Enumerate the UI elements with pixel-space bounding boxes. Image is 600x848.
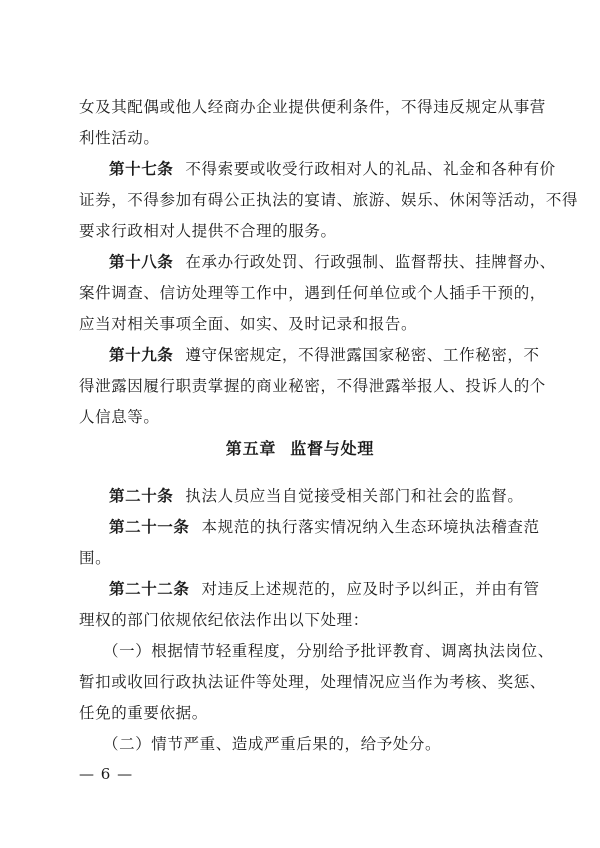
paragraph-line: 案件调查、信访处理等工作中，遇到任何单位或个人插手干预的， — [79, 284, 546, 302]
paragraph-line: 应当对相关事项全面、如实、及时记录和报告。 — [79, 315, 418, 333]
article-18-first-line — [109, 252, 556, 272]
chapter-title: 监督与处理 — [290, 439, 375, 458]
chapter-heading — [0, 439, 600, 459]
article-20-first-line — [109, 486, 524, 506]
article-22-heading: 第二十二条 — [109, 579, 190, 598]
article-17-text: 不得索要或收受行政相对人的礼品、礼金和各种有价 — [185, 160, 556, 178]
paragraph-line: 女及其配偶或他人经商办企业提供便利条件，不得违反规定从事营 — [79, 98, 546, 116]
article-22-text: 对违反上述规范的，应及时予以纠正，并由有管 — [201, 580, 540, 598]
paragraph-line: 利性活动。 — [79, 129, 160, 147]
article-22-first-line — [109, 579, 540, 599]
paragraph-line: 证券，不得参加有碍公正执法的宴请、旅游、娱乐、休闲等活动，不得 — [79, 191, 579, 209]
article-19-text: 遵守保密规定，不得泄露国家秘密、工作秘密，不 — [185, 346, 540, 364]
paragraph-line: 得泄露因履行职责掌握的商业秘密，不得泄露举报人、投诉人的个 — [79, 377, 546, 395]
paragraph-line: 人信息等。 — [79, 408, 160, 426]
article-20-text: 执法人员应当自觉接受相关部门和社会的监督。 — [185, 487, 524, 505]
paragraph-line: 任免的重要依据。 — [79, 704, 208, 722]
article-21-heading: 第二十一条 — [109, 517, 190, 536]
paragraph-line: 围。 — [79, 549, 112, 567]
article-19-heading: 第十九条 — [109, 345, 174, 364]
article-21-first-line — [109, 517, 540, 537]
paragraph-line: 要求行政相对人提供不合理的服务。 — [79, 222, 337, 240]
article-18-text: 在承办行政处罚、行政强制、监督帮扶、挂牌督办、 — [185, 253, 556, 271]
article-17-heading: 第十七条 — [109, 159, 174, 178]
article-17-first-line — [109, 159, 556, 179]
article-19-first-line — [109, 345, 540, 365]
article-20-heading: 第二十条 — [109, 486, 174, 505]
article-18-heading: 第十八条 — [109, 252, 174, 271]
list-item-1-line: （一）根据情节轻重程度，分别给予批评教育、调离执法岗位、 — [103, 642, 554, 660]
page-number: — 6 — — [79, 765, 134, 783]
paragraph-line: 理权的部门依规依纪依法作出以下处理： — [79, 611, 369, 629]
list-item-2-line: （二）情节严重、造成严重后果的，给予处分。 — [103, 735, 442, 753]
paragraph-line: 暂扣或收回行政执法证件等处理，处理情况应当作为考核、奖惩、 — [79, 673, 546, 691]
chapter-number: 第五章 — [225, 439, 277, 458]
article-21-text: 本规范的执行落实情况纳入生态环境执法稽查范 — [201, 518, 540, 536]
